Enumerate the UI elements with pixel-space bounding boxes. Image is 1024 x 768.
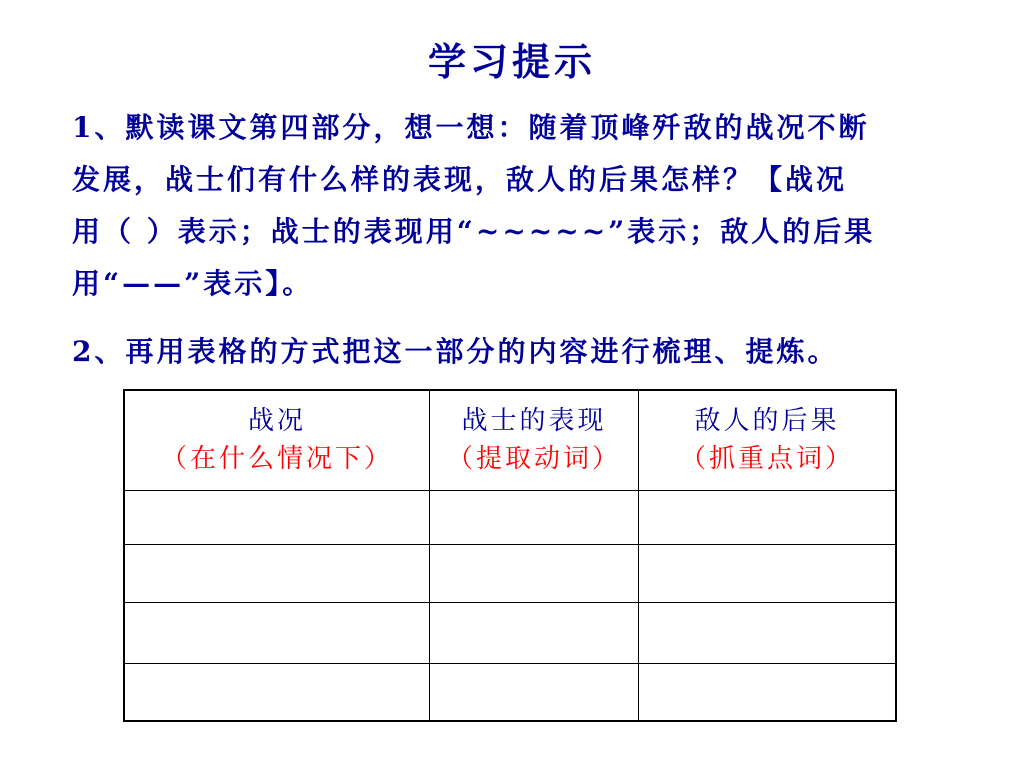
table-row xyxy=(124,490,896,544)
table-row xyxy=(124,602,896,663)
table-row xyxy=(124,663,896,721)
table-cell[interactable] xyxy=(430,602,639,663)
header-hint: （提取动词） xyxy=(446,444,621,475)
table-cell[interactable] xyxy=(430,490,639,544)
table-cell[interactable] xyxy=(639,663,897,721)
header-title: 敌人的后果 xyxy=(694,406,840,437)
header-hint: （抓重点词） xyxy=(679,444,854,475)
header-cell-soldier-actions xyxy=(430,390,639,490)
instruction-1-line: 1、默读课文第四部分，想一想：随着顶峰歼敌的战况不断 xyxy=(72,111,870,144)
table-cell[interactable] xyxy=(124,602,430,663)
table-row xyxy=(124,544,896,602)
table-cell[interactable] xyxy=(639,490,897,544)
header-title: 战况 xyxy=(247,406,306,437)
table-cell[interactable] xyxy=(124,544,430,602)
table-header-row xyxy=(124,390,896,490)
table-cell[interactable] xyxy=(430,544,639,602)
summary-table xyxy=(123,389,897,722)
instruction-1-line: 用“——”表示】。 xyxy=(72,267,314,300)
header-title: 战士的表现 xyxy=(461,406,607,437)
header-hint: （在什么情况下） xyxy=(160,444,393,475)
table-cell[interactable] xyxy=(639,544,897,602)
instruction-1-line: 发展，战士们有什么样的表现，敌人的后果怎样？【战况 xyxy=(72,163,848,196)
instruction-1-line: 用（ ）表示；战士的表现用“~~~~~”表示；敌人的后果 xyxy=(72,215,876,248)
instruction-2: 2、再用表格的方式把这一部分的内容进行梳理、提炼。 xyxy=(72,335,839,368)
instruction-1 xyxy=(72,102,875,310)
table-cell[interactable] xyxy=(430,663,639,721)
table-cell[interactable] xyxy=(639,602,897,663)
header-cell-enemy-outcome xyxy=(639,390,897,490)
header-cell-battle-situation xyxy=(124,390,430,490)
table-cell[interactable] xyxy=(124,490,430,544)
table-cell[interactable] xyxy=(124,663,430,721)
slide-title: 学习提示 xyxy=(427,39,596,84)
